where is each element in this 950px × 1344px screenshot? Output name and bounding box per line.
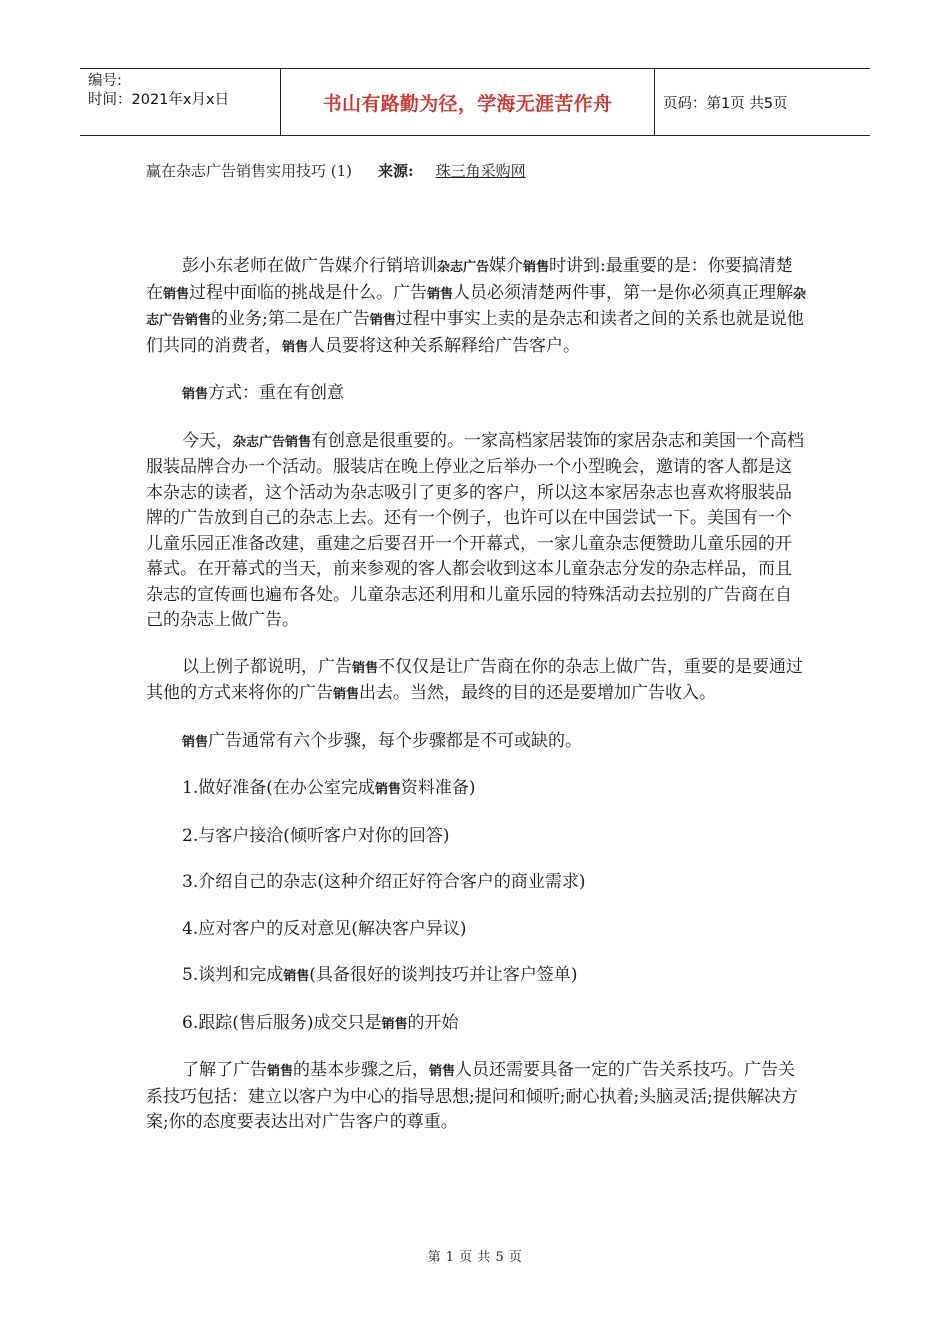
paragraph-six-steps: 销售广告通常有六个步骤，每个步骤都是不可或缺的。 bbox=[182, 730, 583, 751]
paragraph-intro: 彭小东老师在做广告媒介行销培训杂志广告媒介销售时讲到:最重要的是：你要搞清楚在销售过程中面临的挑战是什么。广告销售人员必须清楚两件事，第一是你必须真正理解杂志广告销售的业务;第二是在广告销售过程中事实上卖的是杂志和读者之间的关系也就是说他们共同的消费者，销售人员要将这种关系解释给广告客户。 bbox=[146, 256, 807, 356]
header-meta-cell bbox=[80, 69, 281, 135]
paragraph-creativity: 今天，杂志广告销售有创意是很重要的。一家高档家居装饰的家居杂志和美国一个高档服装品牌合办一个活动。服装店在晚上停业之后举办一个小型晚会，邀请的客人都是这本杂志的读者，这个活动为杂志吸引了更多的客户，所以这本家居杂志也喜欢将服装品牌的广告放到自己的杂志上去。还有一个例子，也许可以在中国尝试一下。美国有一个儿童乐园正准备改建，重建之后要召开一个开幕式，一家儿童杂志便赞助儿童乐园的开幕式。在开幕式的当天，前来参观的客人都会收到这本儿童杂志分发的杂志样品，而且杂志的宣传画也遍布各处。儿童杂志还利用和儿童乐园的特殊活动去拉别的广告商在自己的杂志上做广告。 bbox=[146, 430, 805, 630]
section-heading-sales-method: 销售方式：重在有创意 bbox=[182, 383, 345, 403]
article-title-line bbox=[146, 160, 526, 181]
paragraph-relationship-skills: 了解了广告销售的基本步骤之后，销售人员还需要具备一定的广告关系技巧。广告关系技巧包括：建立以客户为中心的指导思想;提问和倾听;耐心执着;头脑灵活;提供解决方案;你的态度要表达出对广告客户的尊重。 bbox=[146, 1060, 798, 1132]
source-label: 来源: bbox=[378, 162, 414, 180]
header-time-label: 时间：2021年x月x日 bbox=[88, 92, 230, 108]
list-item-step-3: 3.介绍自己的杂志(这种介绍正好符合客户的商业需求) bbox=[182, 872, 586, 892]
source-link[interactable]: 珠三角采购网 bbox=[435, 162, 526, 180]
footer-page-indicator: 第 1 页 共 5 页 bbox=[427, 1250, 523, 1265]
header-table bbox=[80, 68, 870, 136]
article-body bbox=[146, 254, 808, 1157]
header-motto: 书山有路勤为径，学海无涯苦作舟 bbox=[281, 69, 655, 135]
header-page-code: 页码：第1页 共5页 bbox=[663, 95, 788, 112]
list-item-step-1: 1.做好准备(在办公室完成销售资料准备) bbox=[182, 778, 476, 798]
article-title: 赢在杂志广告销售实用技巧 (1) bbox=[146, 162, 353, 180]
paragraph-examples: 以上例子都说明，广告销售不仅仅是让广告商在你的杂志上做广告，重要的是要通过其他的方式来将你的广告销售出去。当然，最终的目的还是要增加广告收入。 bbox=[146, 656, 804, 703]
list-item-step-5: 5.谈判和完成销售(具备很好的谈判技巧并让客户签单) bbox=[182, 965, 578, 985]
list-item-step-6: 6.跟踪(售后服务)成交只是销售的开始 bbox=[182, 1012, 459, 1033]
header-number-label: 编号: bbox=[88, 73, 122, 89]
list-item-step-2: 2.与客户接洽(倾听客户对你的回答) bbox=[182, 825, 450, 846]
list-item-step-4: 4.应对客户的反对意见(解决客户异议) bbox=[182, 918, 467, 939]
